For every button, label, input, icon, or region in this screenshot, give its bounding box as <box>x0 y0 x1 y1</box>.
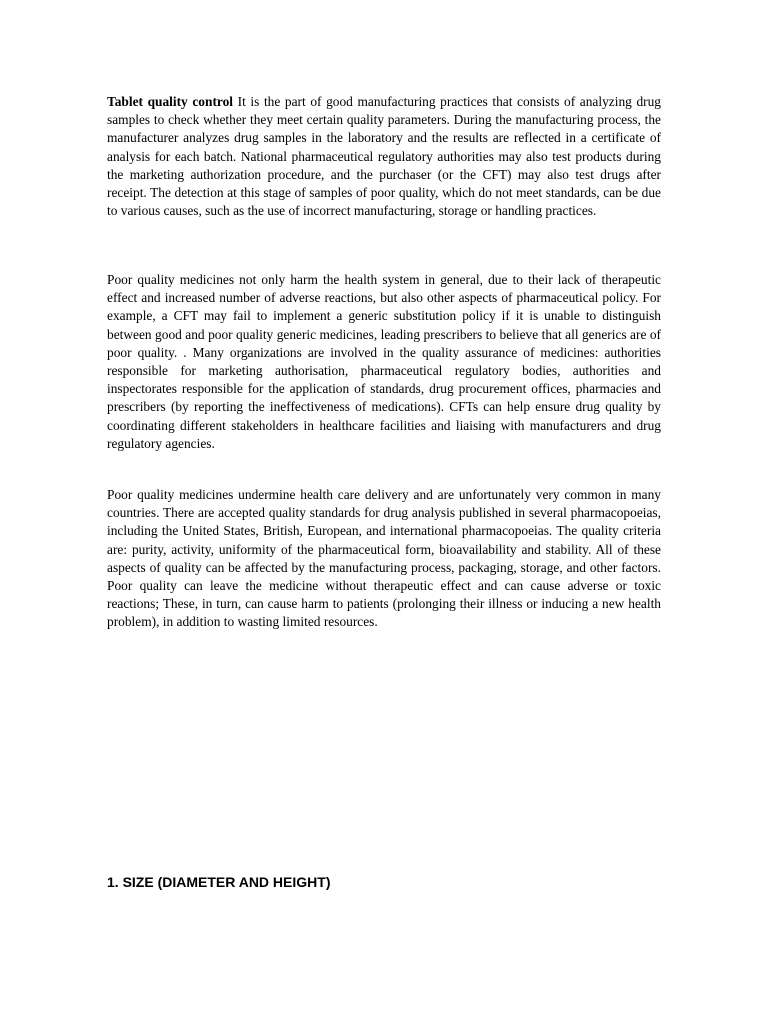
paragraph-1-body: It is the part of good manufacturing practices that consists of analyzing drug samples to check whether they meet certain quality parameters. During the manufacturing process, the manufacturer analyzes drug samples in the laboratory and the results are reflected in a certificate of analysis for each batch. National pharmaceutical regulatory authorities may also test products during the marketing authorization procedure, and the purchaser (or the CFT) may also test drugs after receipt. The detection at this stage of samples of poor quality, which do not meet standards, can be due to various causes, such as the use of incorrect manufacturing, storage or handling practices. <box>107 94 661 219</box>
paragraph-tablet-quality-control <box>107 93 661 220</box>
section-heading-size: 1. SIZE (DIAMETER AND HEIGHT) <box>107 874 331 890</box>
paragraph-poor-quality-harm: Poor quality medicines not only harm the health system in general, due to their lack of therapeutic effect and increased number of adverse reactions, but also other aspects of pharmaceutical policy. For example, a CFT may fail to implement a generic substitution policy if it is unable to distinguish between good and poor quality generic medicines, leading prescribers to believe that all generics are of poor quality. . Many organizations are involved in the quality assurance of medicines: authorities responsible for marketing authorisation, pharmaceutical regulatory bodies, authorities and inspectorates responsible for the application of standards, drug procurement offices, pharmacies and prescribers (by reporting the ineffectiveness of medications). CFTs can help ensure drug quality by coordinating different stakeholders in healthcare facilities and liaising with manufacturers and drug regulatory agencies. <box>107 272 661 451</box>
paragraph-quality-standards: Poor quality medicines undermine health care delivery and are unfortunately very common in many countries. There are accepted quality standards for drug analysis published in several pharmacopoeias, including the United States, British, European, and international pharmacopoeias. The quality criteria are: purity, activity, uniformity of the pharmaceutical form, bioavailability and stability. All of these aspects of quality can be affected by the manufacturing process, packaging, storage, and other factors. Poor quality can leave the medicine without therapeutic effect and can cause adverse or toxic reactions; These, in turn, can cause harm to patients (prolonging their illness or inducing a new health problem), in addition to wasting limited resources. <box>107 487 661 630</box>
paragraph-lead-term: Tablet quality control <box>107 94 234 109</box>
